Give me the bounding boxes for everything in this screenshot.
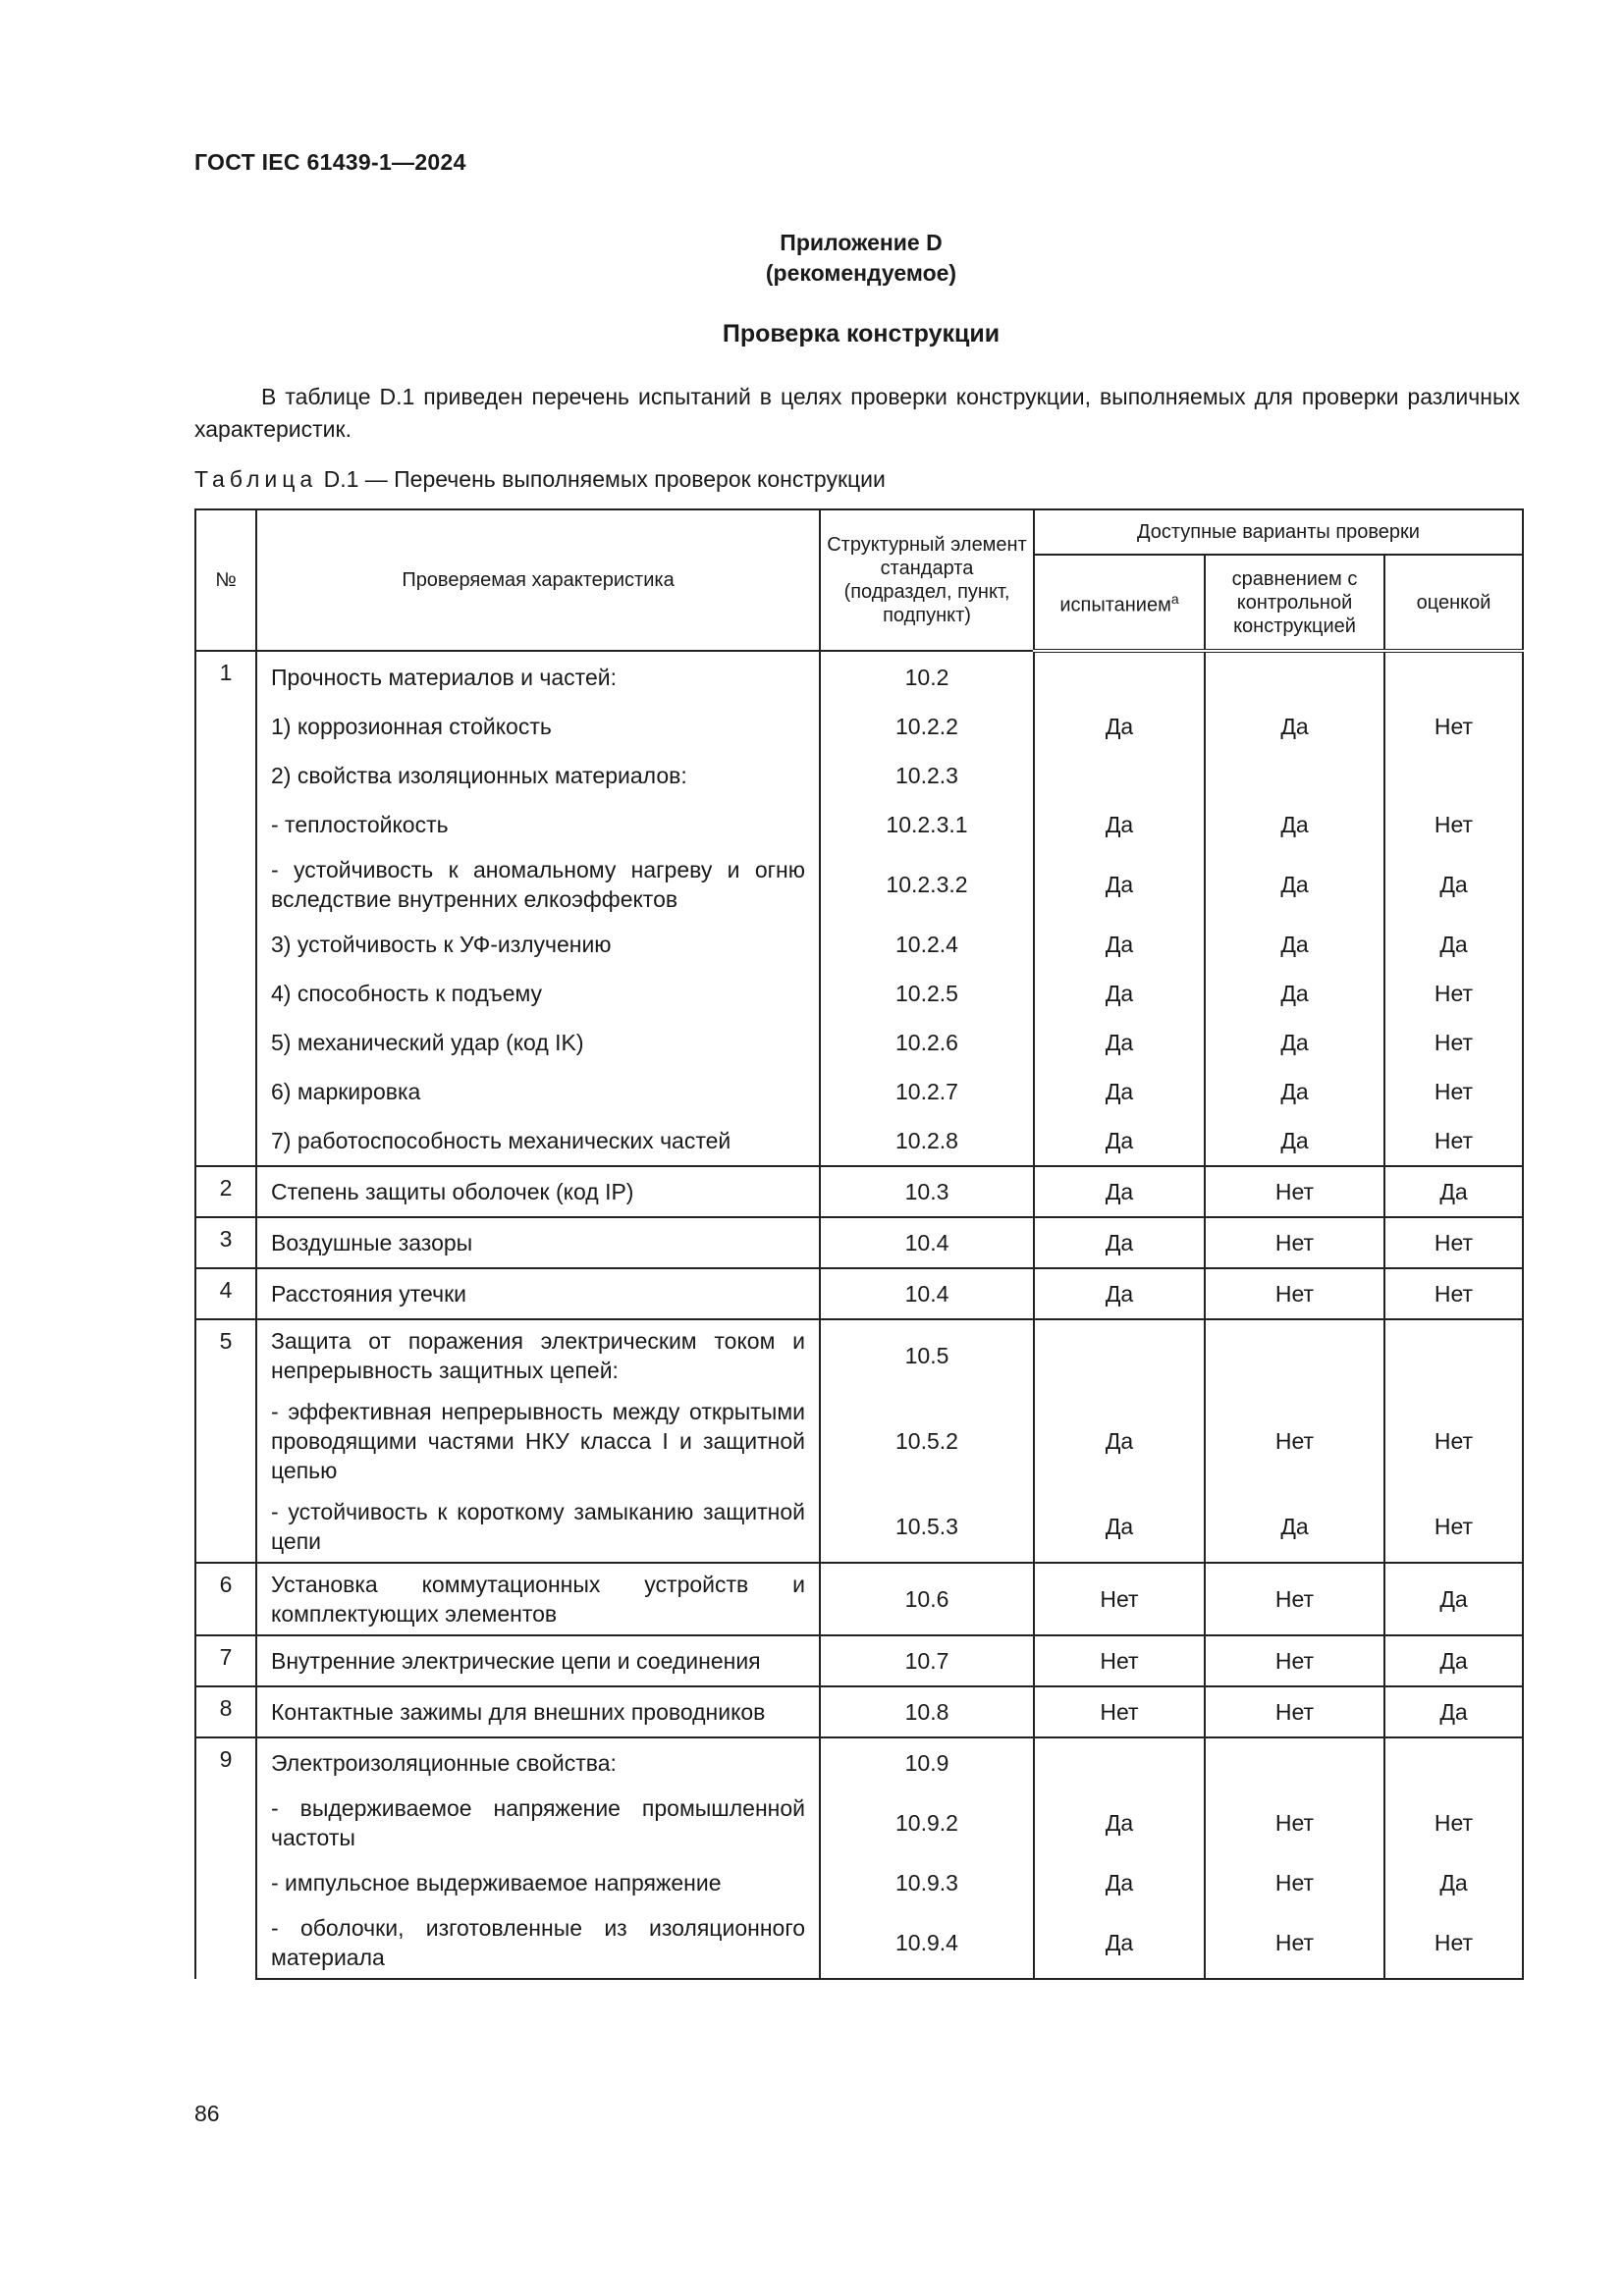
compare-cell: Да [1205, 1018, 1384, 1067]
clause-cell: 10.2.7 [820, 1067, 1034, 1116]
compare-cell: Нет [1205, 1391, 1384, 1491]
characteristic-cell: 3) устойчивость к УФ-излучению [256, 920, 820, 969]
characteristic-cell: Защита от поражения электрическим током и непрерывность защитных цепей: [256, 1319, 820, 1391]
characteristic-cell: Прочность материалов и частей: [256, 651, 820, 702]
characteristic-cell: 2) свойства изоляционных материалов: [256, 751, 820, 800]
compare-cell: Нет [1205, 1635, 1384, 1686]
page-number: 86 [194, 2101, 220, 2126]
compare-cell: Да [1205, 969, 1384, 1018]
compare-cell: Да [1205, 1116, 1384, 1166]
clause-cell: 10.2.5 [820, 969, 1034, 1018]
characteristic-cell: Степень защиты оболочек (код IP) [256, 1166, 820, 1217]
test-cell: Да [1034, 800, 1205, 849]
header-characteristic: Проверяемая характеристика [256, 509, 820, 651]
compare-cell [1205, 1737, 1384, 1788]
characteristic-cell: Электроизоляционные свойства: [256, 1737, 820, 1788]
assess-cell: Да [1384, 1563, 1523, 1635]
assess-cell: Нет [1384, 1018, 1523, 1067]
table-row [195, 1217, 1523, 1268]
table-row [195, 1635, 1523, 1686]
clause-cell: 10.9.4 [820, 1907, 1034, 1979]
compare-cell: Да [1205, 920, 1384, 969]
characteristic-cell: - импульсное выдерживаемое напряжение [256, 1858, 820, 1907]
characteristic-cell: - эффективная непрерывность между открытыми проводящими частями НКУ класса I и защитной цепью [256, 1391, 820, 1491]
test-cell: Да [1034, 849, 1205, 920]
table-row [195, 1319, 1523, 1391]
table-row [195, 1067, 1523, 1116]
test-cell: Да [1034, 1491, 1205, 1563]
compare-cell: Нет [1205, 1686, 1384, 1737]
row-number: 4 [195, 1268, 256, 1319]
compare-cell: Нет [1205, 1166, 1384, 1217]
table-row [195, 1907, 1523, 1979]
clause-cell: 10.7 [820, 1635, 1034, 1686]
assess-cell: Нет [1384, 1491, 1523, 1563]
test-cell: Да [1034, 1166, 1205, 1217]
test-cell [1034, 1319, 1205, 1391]
table-row [195, 1391, 1523, 1491]
compare-cell: Нет [1205, 1268, 1384, 1319]
test-cell [1034, 651, 1205, 702]
annex-title: Приложение D [780, 230, 943, 255]
characteristic-cell: Контактные зажимы для внешних проводников [256, 1686, 820, 1737]
characteristic-cell: Расстояния утечки [256, 1268, 820, 1319]
row-number: 1 [195, 651, 256, 1166]
header-num: № [195, 509, 256, 651]
test-cell: Да [1034, 969, 1205, 1018]
test-cell: Да [1034, 920, 1205, 969]
clause-cell: 10.8 [820, 1686, 1034, 1737]
test-cell: Да [1034, 1391, 1205, 1491]
assess-cell [1384, 651, 1523, 702]
test-cell: Да [1034, 1268, 1205, 1319]
characteristic-cell: - оболочки, изготовленные из изоляционного материала [256, 1907, 820, 1979]
table-row [195, 1491, 1523, 1563]
test-cell: Да [1034, 702, 1205, 751]
clause-cell: 10.9 [820, 1737, 1034, 1788]
compare-cell: Нет [1205, 1907, 1384, 1979]
clause-cell: 10.5.2 [820, 1391, 1034, 1491]
compare-cell: Нет [1205, 1788, 1384, 1858]
assess-cell: Нет [1384, 1788, 1523, 1858]
clause-cell: 10.9.3 [820, 1858, 1034, 1907]
table-row [195, 1166, 1523, 1217]
compare-cell: Да [1205, 849, 1384, 920]
characteristic-cell: - устойчивость к короткому замыканию защитной цепи [256, 1491, 820, 1563]
assess-cell: Да [1384, 1635, 1523, 1686]
clause-cell: 10.6 [820, 1563, 1034, 1635]
header-assess: оценкой [1384, 555, 1523, 651]
annex-subtitle: (рекомендуемое) [765, 260, 957, 286]
characteristic-cell: Воздушные зазоры [256, 1217, 820, 1268]
table-row [195, 1788, 1523, 1858]
characteristic-cell: - устойчивость к аномальному нагреву и огню вследствие внутренних елкоэффектов [256, 849, 820, 920]
annex-heading [0, 228, 1624, 289]
assess-cell: Нет [1384, 1067, 1523, 1116]
test-cell: Да [1034, 1067, 1205, 1116]
table-body [195, 651, 1523, 1979]
clause-cell: 10.2.3 [820, 751, 1034, 800]
compare-cell: Нет [1205, 1858, 1384, 1907]
intro-paragraph: В таблице D.1 приведен перечень испытаний в целях проверки конструкции, выполняемых для проверки различных характеристик. [194, 384, 1520, 442]
table-caption-text: D.1 — Перечень выполняемых проверок конструкции [323, 466, 886, 492]
clause-cell: 10.3 [820, 1166, 1034, 1217]
clause-cell: 10.5.3 [820, 1491, 1034, 1563]
table-row [195, 1268, 1523, 1319]
compare-cell: Да [1205, 800, 1384, 849]
table-row [195, 651, 1523, 702]
test-cell: Да [1034, 1018, 1205, 1067]
section-title: Проверка конструкции [722, 320, 1001, 347]
table-row [195, 800, 1523, 849]
table-row [195, 702, 1523, 751]
table-row [195, 849, 1523, 920]
compare-cell [1205, 1319, 1384, 1391]
characteristic-cell: 4) способность к подъему [256, 969, 820, 1018]
characteristic-cell: 6) маркировка [256, 1067, 820, 1116]
compare-cell: Да [1205, 1491, 1384, 1563]
compare-cell: Нет [1205, 1217, 1384, 1268]
table-caption [194, 466, 886, 493]
characteristic-cell: 5) механический удар (код IK) [256, 1018, 820, 1067]
document-header: ГОСТ IEC 61439-1—2024 [194, 149, 466, 175]
assess-cell [1384, 751, 1523, 800]
compare-cell [1205, 651, 1384, 702]
header-test-footnote-mark: a [1170, 591, 1179, 608]
clause-cell: 10.2.4 [820, 920, 1034, 969]
row-number: 3 [195, 1217, 256, 1268]
assess-cell: Нет [1384, 1268, 1523, 1319]
test-cell: Да [1034, 1116, 1205, 1166]
row-number: 2 [195, 1166, 256, 1217]
assess-cell: Нет [1384, 1391, 1523, 1491]
test-cell: Да [1034, 1907, 1205, 1979]
characteristic-cell: Установка коммутационных устройств и комплектующих элементов [256, 1563, 820, 1635]
test-cell [1034, 751, 1205, 800]
test-cell: Нет [1034, 1686, 1205, 1737]
header-variants: Доступные варианты проверки [1034, 509, 1523, 555]
assess-cell: Нет [1384, 800, 1523, 849]
header-compare: сравнением с контрольной конструкцией [1205, 555, 1384, 651]
table-row [195, 1737, 1523, 1788]
clause-cell: 10.2.6 [820, 1018, 1034, 1067]
assess-cell: Нет [1384, 969, 1523, 1018]
table-row [195, 1563, 1523, 1635]
assess-cell: Да [1384, 849, 1523, 920]
assess-cell: Да [1384, 1858, 1523, 1907]
test-cell: Нет [1034, 1635, 1205, 1686]
clause-cell: 10.9.2 [820, 1788, 1034, 1858]
test-cell: Да [1034, 1217, 1205, 1268]
assess-cell: Да [1384, 1166, 1523, 1217]
table-row [195, 751, 1523, 800]
table-row [195, 1686, 1523, 1737]
verification-table [194, 508, 1524, 1980]
clause-cell: 10.5 [820, 1319, 1034, 1391]
characteristic-cell: - теплостойкость [256, 800, 820, 849]
test-cell: Да [1034, 1858, 1205, 1907]
table-caption-prefix: Таблица [194, 466, 318, 492]
assess-cell: Нет [1384, 1217, 1523, 1268]
assess-cell: Да [1384, 920, 1523, 969]
assess-cell: Нет [1384, 1907, 1523, 1979]
clause-cell: 10.2.3.1 [820, 800, 1034, 849]
test-cell: Да [1034, 1788, 1205, 1858]
characteristic-cell: Внутренние электрические цепи и соединения [256, 1635, 820, 1686]
characteristic-cell: 1) коррозионная стойкость [256, 702, 820, 751]
table-row [195, 969, 1523, 1018]
compare-cell: Да [1205, 1067, 1384, 1116]
header-clause: Структурный элемент стандарта (подраздел, пункт, подпункт) [820, 509, 1034, 651]
clause-cell: 10.2.8 [820, 1116, 1034, 1166]
compare-cell [1205, 751, 1384, 800]
clause-cell: 10.4 [820, 1217, 1034, 1268]
assess-cell [1384, 1319, 1523, 1391]
assess-cell: Нет [1384, 702, 1523, 751]
table-row [195, 1116, 1523, 1166]
compare-cell: Нет [1205, 1563, 1384, 1635]
assess-cell: Да [1384, 1686, 1523, 1737]
row-number: 8 [195, 1686, 256, 1737]
table-row [195, 920, 1523, 969]
clause-cell: 10.2.2 [820, 702, 1034, 751]
clause-cell: 10.4 [820, 1268, 1034, 1319]
test-cell [1034, 1737, 1205, 1788]
assess-cell: Нет [1384, 1116, 1523, 1166]
clause-cell: 10.2 [820, 651, 1034, 702]
row-number: 7 [195, 1635, 256, 1686]
header-test [1034, 555, 1205, 651]
clause-cell: 10.2.3.2 [820, 849, 1034, 920]
table-row [195, 1858, 1523, 1907]
assess-cell [1384, 1737, 1523, 1788]
characteristic-cell: 7) работоспособность механических частей [256, 1116, 820, 1166]
row-number: 9 [195, 1737, 256, 1979]
test-cell: Нет [1034, 1563, 1205, 1635]
header-test-label: испытанием [1059, 594, 1171, 616]
row-number: 6 [195, 1563, 256, 1635]
characteristic-cell: - выдерживаемое напряжение промышленной частоты [256, 1788, 820, 1858]
table-row [195, 1018, 1523, 1067]
row-number: 5 [195, 1319, 256, 1563]
compare-cell: Да [1205, 702, 1384, 751]
